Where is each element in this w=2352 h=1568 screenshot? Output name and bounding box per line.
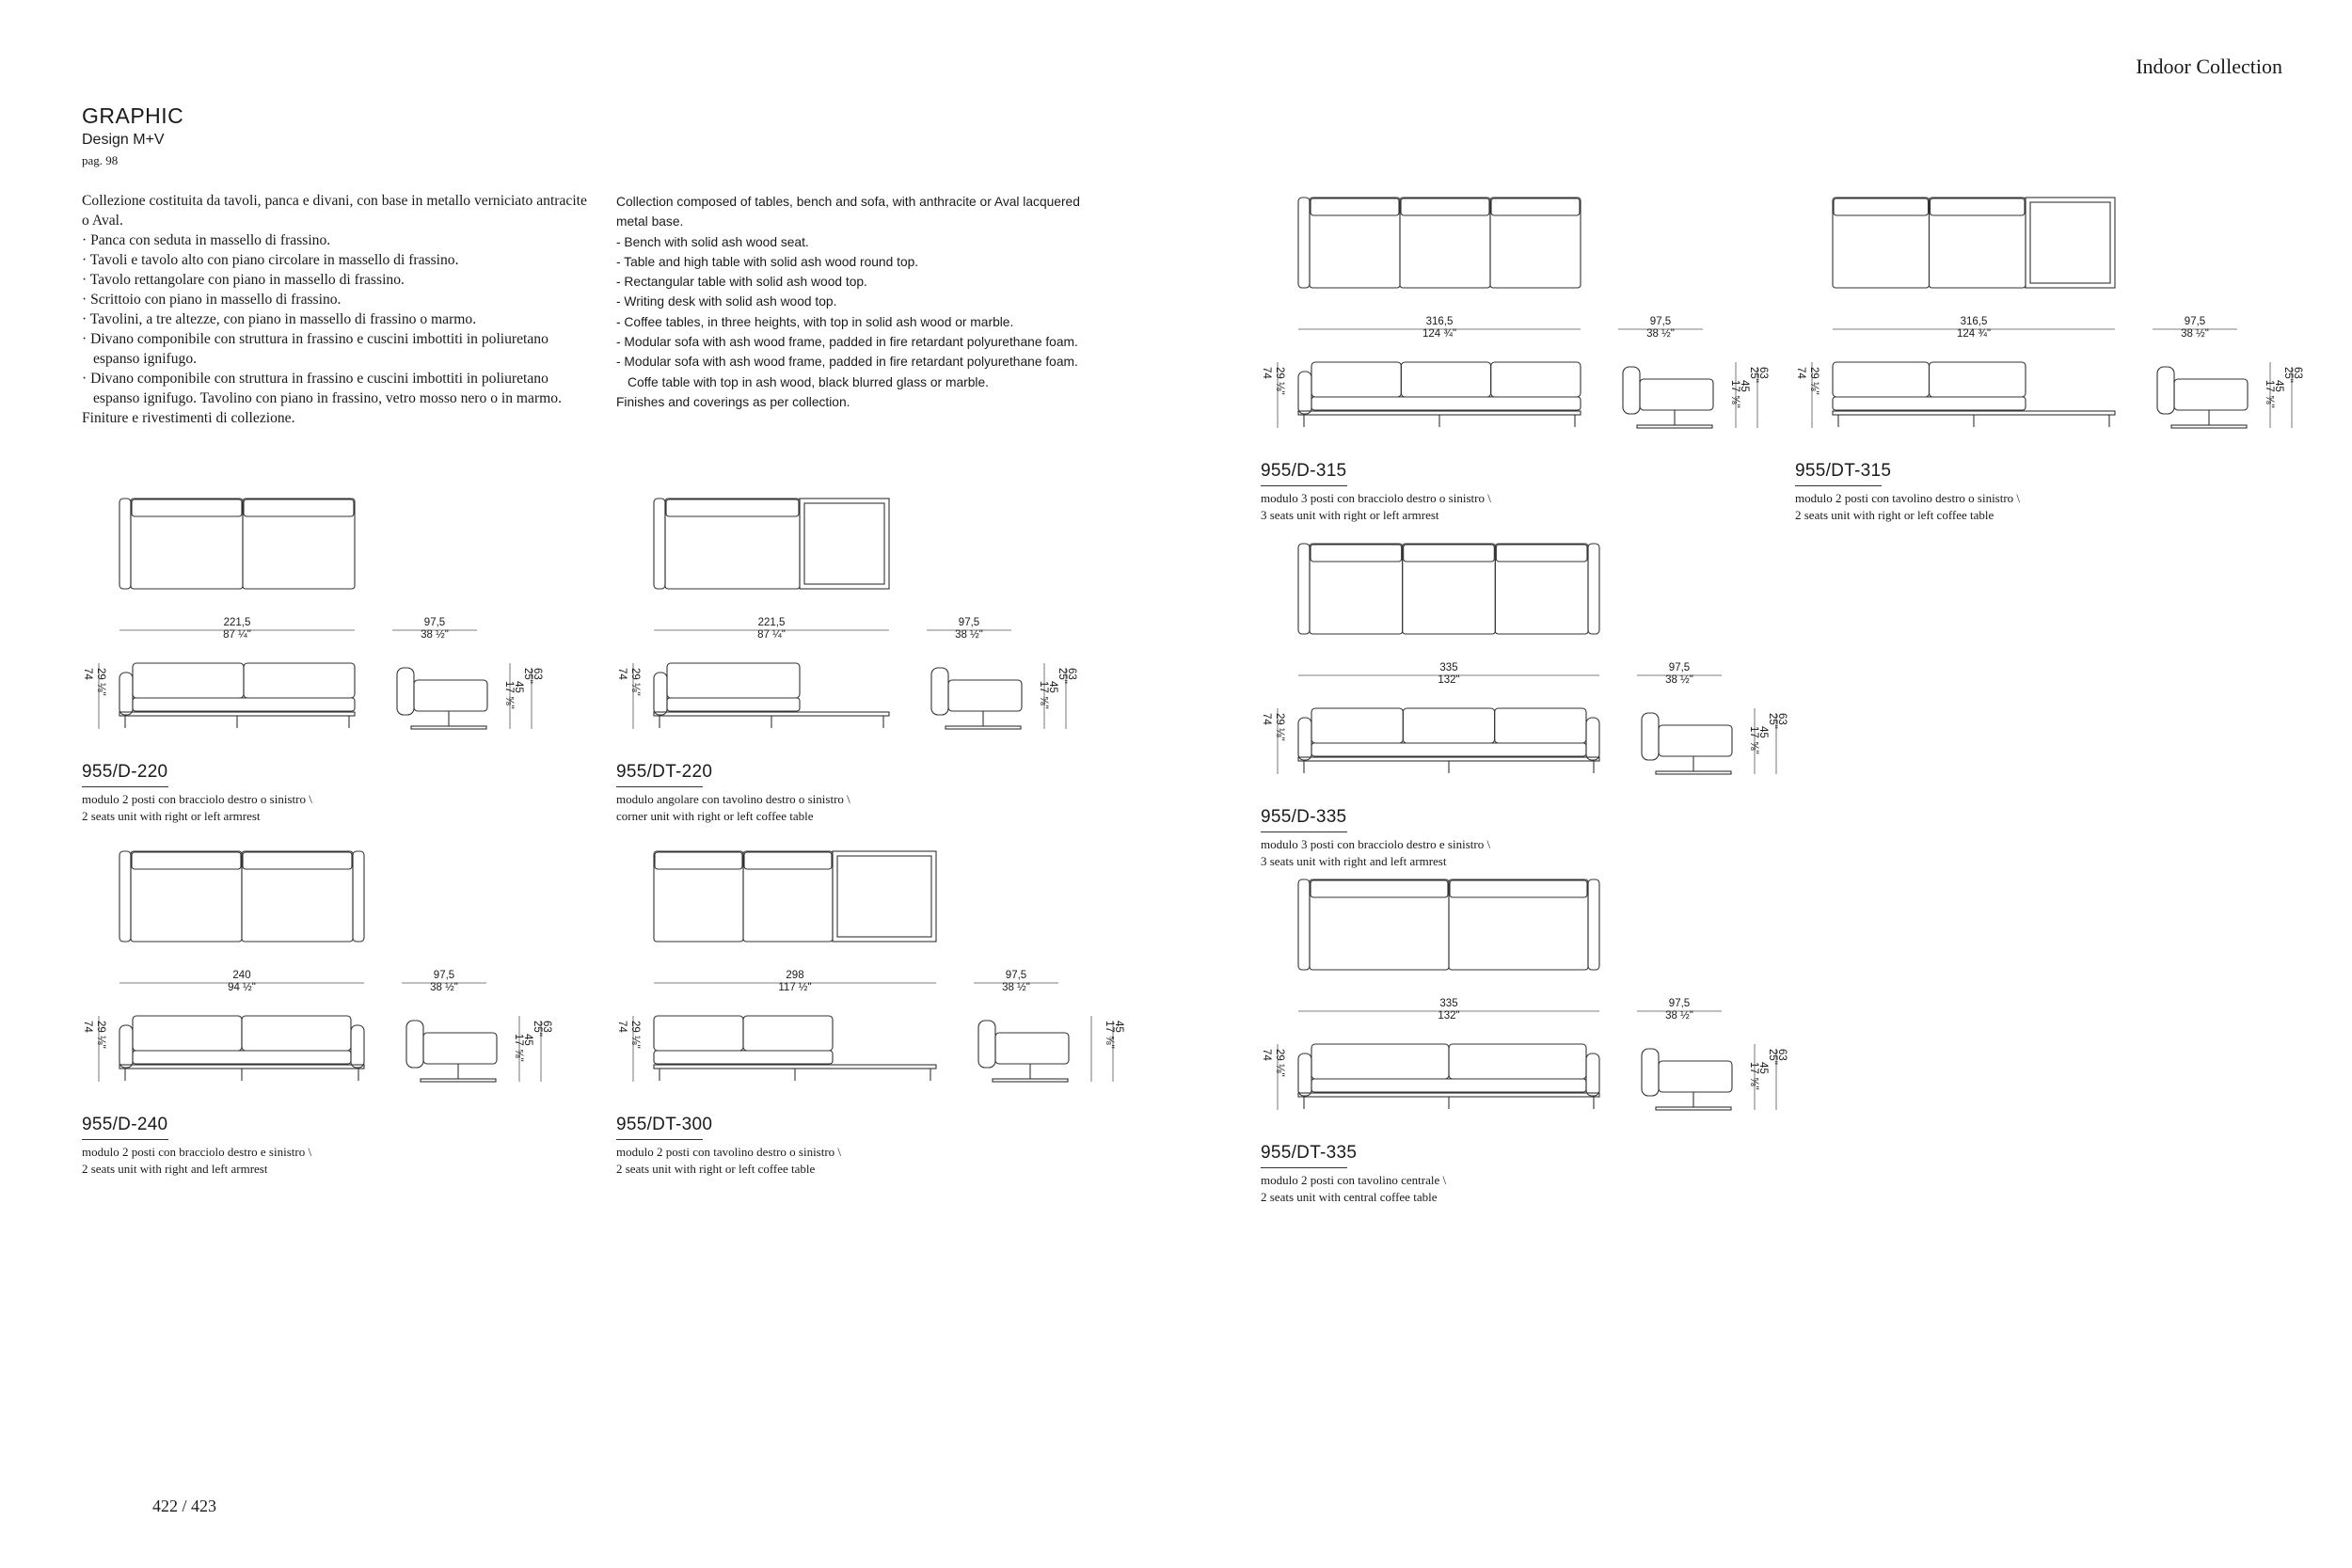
code-underline bbox=[82, 1139, 168, 1140]
width-dimension bbox=[119, 970, 364, 994]
side-height-label: 63 bbox=[541, 1021, 552, 1033]
italian-item: · Tavolini, a tre altezze, con piano in massello di frassino o marmo. bbox=[82, 311, 477, 327]
side-elevation bbox=[978, 1021, 1069, 1082]
page-numbers: 422 / 423 bbox=[152, 1497, 217, 1515]
description-english: 2 seats unit with right or left coffee table bbox=[1795, 508, 1994, 522]
height-in: 29 ⅛" bbox=[1274, 1049, 1285, 1077]
side-elevation bbox=[931, 668, 1022, 729]
width-dimension bbox=[1298, 998, 1599, 1022]
side-height-label: 17 ⅝" bbox=[2264, 380, 2275, 408]
depth-cm: 97,5 bbox=[423, 617, 446, 628]
english-item: - Rectangular table with solid ash wood top. bbox=[616, 275, 867, 290]
depth-dimension bbox=[974, 970, 1058, 994]
side-height-label: 17 ⅝" bbox=[503, 681, 515, 709]
product-code: 955/D-220 bbox=[82, 762, 168, 782]
side-height-label: 45 bbox=[1739, 380, 1750, 392]
plan-view bbox=[119, 851, 364, 942]
side-height-label: 63 bbox=[1776, 1049, 1788, 1061]
depth-in: 38 ½" bbox=[430, 982, 458, 993]
description-italian: modulo 2 posti con tavolino destro o sinistro \ bbox=[1795, 491, 2021, 505]
depth-cm: 97,5 bbox=[958, 617, 980, 628]
english-item: - Modular sofa with ash wood frame, padded in fire retardant polyurethane foam. bbox=[616, 335, 1078, 350]
italian-description bbox=[82, 191, 590, 428]
side-height-label: 17 ⅝" bbox=[1748, 1062, 1759, 1090]
english-item: - Table and high table with solid ash wood round top. bbox=[616, 254, 919, 269]
product-family-title: GRAPHIC bbox=[82, 103, 184, 128]
height-in: 29 ⅛" bbox=[629, 1021, 641, 1049]
front-elevation bbox=[119, 1016, 364, 1081]
side-height-label: 63 bbox=[1776, 713, 1788, 725]
product-955-d-335 bbox=[1261, 534, 1788, 882]
plan-view bbox=[654, 499, 889, 589]
product-code: 955/DT-315 bbox=[1795, 461, 1892, 481]
side-height-label: 45 bbox=[2273, 380, 2284, 392]
front-elevation bbox=[1298, 1044, 1599, 1109]
italian-item: · Tavoli e tavolo alto con piano circolare in massello di frassino. bbox=[82, 252, 459, 268]
product-955-dt-220 bbox=[616, 489, 1143, 837]
product-955-dt-300 bbox=[616, 842, 1143, 1190]
side-height-label: 45 bbox=[513, 681, 524, 693]
italian-item: · Divano componibile con struttura in frassino e cuscini imbottiti in poliuretano espanso ignifugo. bbox=[82, 331, 548, 367]
side-height-label: 63 bbox=[1757, 367, 1769, 379]
width-cm: 221,5 bbox=[223, 617, 251, 628]
height-cm: 74 bbox=[1261, 1049, 1272, 1061]
product-code: 955/D-335 bbox=[1261, 807, 1347, 827]
product-code: 955/DT-300 bbox=[616, 1115, 713, 1134]
depth-cm: 97,5 bbox=[1005, 970, 1027, 981]
page-reference: pag. 98 bbox=[82, 153, 119, 167]
height-in: 29 ⅛" bbox=[629, 668, 641, 696]
product-code: 955/DT-220 bbox=[616, 762, 713, 782]
width-dimension bbox=[1298, 316, 1581, 341]
height-cm: 74 bbox=[82, 1021, 93, 1033]
description-english: 3 seats unit with right and left armrest bbox=[1261, 854, 1447, 868]
product-955-dt-335 bbox=[1261, 870, 1788, 1218]
product-code: 955/DT-335 bbox=[1261, 1143, 1358, 1163]
description-italian: modulo 2 posti con tavolino destro o sinistro \ bbox=[616, 1145, 842, 1159]
plan-view bbox=[1833, 198, 2115, 288]
width-in: 94 ½" bbox=[228, 982, 256, 993]
height-cm: 74 bbox=[82, 668, 93, 680]
english-item: - Bench with solid ash wood seat. bbox=[616, 234, 809, 249]
english-item: - Coffee tables, in three heights, with top in solid ash wood or marble. bbox=[616, 314, 1014, 329]
height-cm: 74 bbox=[616, 1021, 628, 1033]
description-english: 2 seats unit with right or left armrest bbox=[82, 809, 261, 823]
italian-finish: Finiture e rivestimenti di collezione. bbox=[82, 410, 295, 426]
height-in: 29 ⅛" bbox=[95, 668, 106, 696]
description-english: 2 seats unit with right or left coffee table bbox=[616, 1162, 816, 1176]
side-elevation bbox=[1642, 713, 1732, 774]
depth-in: 38 ½" bbox=[1646, 328, 1675, 340]
width-cm: 221,5 bbox=[757, 617, 786, 628]
product-955-dt-315 bbox=[1795, 188, 2322, 536]
width-in: 132" bbox=[1438, 674, 1460, 686]
width-in: 87 ¼" bbox=[223, 629, 251, 641]
height-in: 29 ⅛" bbox=[95, 1021, 106, 1049]
width-dimension bbox=[1298, 662, 1599, 687]
height-in: 29 ⅛" bbox=[1274, 367, 1285, 395]
width-dimension bbox=[1833, 316, 2115, 341]
depth-dimension bbox=[1637, 998, 1722, 1022]
width-in: 117 ½" bbox=[778, 982, 812, 993]
depth-cm: 97,5 bbox=[1668, 662, 1691, 673]
product-955-d-315 bbox=[1261, 188, 1788, 536]
side-height-label: 17 ⅝" bbox=[1038, 681, 1049, 709]
side-height-label: 63 bbox=[1066, 668, 1077, 680]
side-height-label: 17 ⅝" bbox=[1729, 380, 1740, 408]
width-in: 124 ¾" bbox=[1422, 328, 1457, 340]
english-finish: Finishes and coverings as per collection. bbox=[616, 394, 850, 409]
side-height-label: 25" bbox=[1767, 713, 1778, 729]
depth-cm: 97,5 bbox=[433, 970, 455, 981]
depth-in: 38 ½" bbox=[1002, 982, 1030, 993]
side-height-label: 63 bbox=[2292, 367, 2303, 379]
side-height-label: 25" bbox=[1748, 367, 1759, 383]
description-italian: modulo 3 posti con bracciolo destro o sinistro \ bbox=[1261, 491, 1491, 505]
code-underline bbox=[1795, 485, 1882, 486]
height-cm: 74 bbox=[1261, 713, 1272, 725]
code-underline bbox=[616, 786, 703, 787]
depth-dimension bbox=[1637, 662, 1722, 687]
side-height-label: 25" bbox=[532, 1021, 543, 1037]
plan-view bbox=[1298, 198, 1581, 288]
italian-item: · Divano componibile con struttura in frassino e cuscini imbottiti in poliuretano espanso ignifugo. Tavolino con piano in frassino, vetro mosso nero o in marmo. bbox=[82, 371, 562, 406]
side-height-label: 17 ⅝" bbox=[513, 1034, 524, 1062]
italian-item: · Tavolo rettangolare con piano in massello di frassino. bbox=[82, 272, 405, 288]
width-dimension bbox=[119, 617, 355, 641]
italian-item: · Scrittoio con piano in massello di frassino. bbox=[82, 292, 342, 308]
product-955-d-220 bbox=[82, 489, 609, 837]
width-in: 87 ¼" bbox=[757, 629, 786, 641]
width-dimension bbox=[654, 617, 889, 641]
front-elevation bbox=[119, 663, 355, 728]
height-in: 29 ⅛" bbox=[1808, 367, 1820, 395]
code-underline bbox=[1261, 1167, 1347, 1168]
code-underline bbox=[82, 786, 168, 787]
depth-dimension bbox=[402, 970, 486, 994]
width-cm: 316,5 bbox=[1960, 316, 1988, 327]
description-english: corner unit with right or left coffee table bbox=[616, 809, 814, 823]
side-elevation bbox=[1623, 367, 1713, 428]
height-in: 29 ⅛" bbox=[1274, 713, 1285, 741]
plan-view bbox=[1298, 544, 1599, 634]
side-elevation bbox=[397, 668, 487, 729]
side-height-label: 25" bbox=[522, 668, 533, 684]
depth-dimension bbox=[927, 617, 1011, 641]
front-elevation bbox=[654, 1016, 936, 1081]
depth-in: 38 ½" bbox=[421, 629, 449, 641]
side-height-label: 45 bbox=[1113, 1021, 1124, 1033]
code-underline bbox=[616, 1139, 703, 1140]
depth-dimension bbox=[2153, 316, 2237, 341]
side-height-label: 45 bbox=[522, 1034, 533, 1046]
english-item: - Modular sofa with ash wood frame, padded in fire retardant polyurethane foam. Coffe table with top in ash wood, black blurred glass or marble. bbox=[616, 355, 1078, 389]
depth-cm: 97,5 bbox=[1649, 316, 1672, 327]
depth-in: 38 ½" bbox=[2181, 328, 2209, 340]
front-elevation bbox=[1298, 362, 1581, 427]
designer-credit: Design M+V bbox=[82, 132, 165, 148]
description-english: 2 seats unit with right and left armrest bbox=[82, 1162, 268, 1176]
english-lead: Collection composed of tables, bench and sofa, with anthracite or Aval lacquered metal base. bbox=[616, 195, 1080, 230]
depth-cm: 97,5 bbox=[2184, 316, 2206, 327]
width-cm: 335 bbox=[1439, 662, 1458, 673]
width-cm: 316,5 bbox=[1425, 316, 1454, 327]
side-height-label: 17 ⅝" bbox=[1748, 726, 1759, 754]
front-elevation bbox=[1298, 708, 1599, 773]
side-height-label: 45 bbox=[1757, 1062, 1769, 1074]
depth-cm: 97,5 bbox=[1668, 998, 1691, 1009]
front-elevation bbox=[654, 663, 889, 728]
height-cm: 74 bbox=[1795, 367, 1806, 379]
italian-lead: Collezione costituita da tavoli, panca e divani, con base in metallo verniciato antracite o Aval. bbox=[82, 193, 587, 229]
height-cm: 74 bbox=[616, 668, 628, 680]
side-elevation bbox=[2157, 367, 2248, 428]
depth-dimension bbox=[1618, 316, 1703, 341]
depth-in: 38 ½" bbox=[1665, 1010, 1693, 1022]
side-height-label: 45 bbox=[1757, 726, 1769, 738]
description-english: 3 seats unit with right or left armrest bbox=[1261, 508, 1439, 522]
depth-dimension bbox=[392, 617, 477, 641]
english-description bbox=[616, 192, 1087, 412]
side-height-label: 25" bbox=[2282, 367, 2294, 383]
description-italian: modulo 2 posti con tavolino centrale \ bbox=[1261, 1173, 1447, 1187]
width-dimension bbox=[654, 970, 936, 994]
description-italian: modulo 2 posti con bracciolo destro o sinistro \ bbox=[82, 792, 312, 806]
description-english: 2 seats unit with central coffee table bbox=[1261, 1190, 1438, 1204]
product-code: 955/D-315 bbox=[1261, 461, 1347, 481]
product-code: 955/D-240 bbox=[82, 1115, 168, 1134]
plan-view bbox=[654, 851, 936, 942]
collection-title: Indoor Collection bbox=[2136, 55, 2282, 78]
english-item: - Writing desk with solid ash wood top. bbox=[616, 294, 837, 309]
product-955-d-240 bbox=[82, 842, 609, 1190]
front-elevation bbox=[1833, 362, 2115, 427]
italian-item: · Panca con seduta in massello di frassino. bbox=[82, 232, 331, 248]
side-height-label: 17 ⅝" bbox=[1104, 1021, 1115, 1049]
description-italian: modulo 2 posti con bracciolo destro e sinistro \ bbox=[82, 1145, 312, 1159]
depth-in: 38 ½" bbox=[1665, 674, 1693, 686]
side-height-label: 25" bbox=[1767, 1049, 1778, 1065]
plan-view bbox=[119, 499, 355, 589]
code-underline bbox=[1261, 485, 1347, 486]
side-elevation bbox=[406, 1021, 497, 1082]
plan-view bbox=[1298, 879, 1599, 970]
description-italian: modulo angolare con tavolino destro o sinistro \ bbox=[616, 792, 850, 806]
height-cm: 74 bbox=[1261, 367, 1272, 379]
width-cm: 298 bbox=[786, 970, 804, 981]
side-height-label: 63 bbox=[532, 668, 543, 680]
side-height-label: 25" bbox=[1057, 668, 1068, 684]
side-height-label: 45 bbox=[1047, 681, 1058, 693]
width-cm: 335 bbox=[1439, 998, 1458, 1009]
width-cm: 240 bbox=[232, 970, 251, 981]
width-in: 132" bbox=[1438, 1010, 1460, 1022]
width-in: 124 ¾" bbox=[1956, 328, 1992, 340]
side-elevation bbox=[1642, 1049, 1732, 1110]
description-italian: modulo 3 posti con bracciolo destro e sinistro \ bbox=[1261, 837, 1491, 851]
depth-in: 38 ½" bbox=[955, 629, 983, 641]
